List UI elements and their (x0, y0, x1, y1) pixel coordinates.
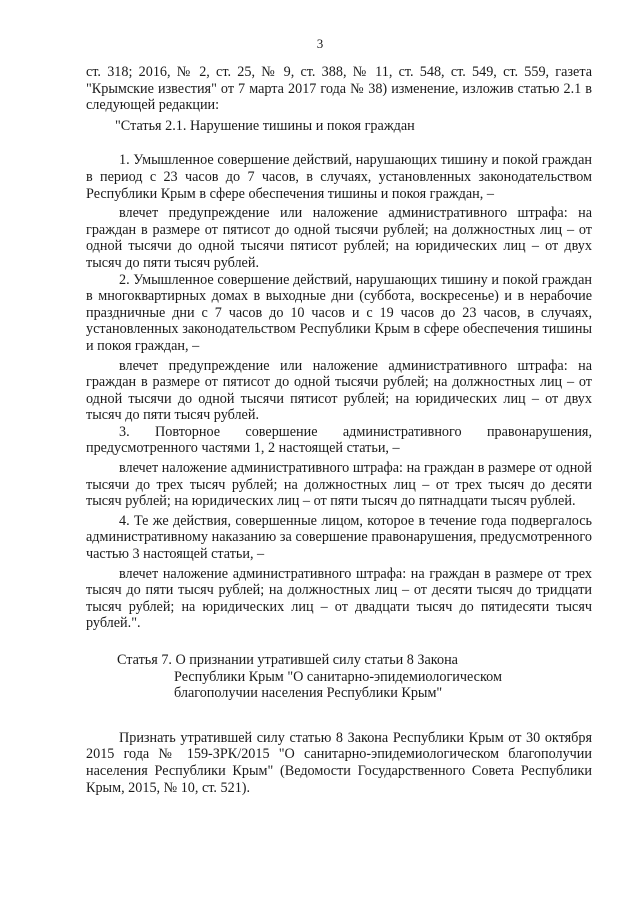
article-7-heading (86, 652, 592, 702)
final-paragraph: Признать утратившей силу статью 8 Закона Республики Крым от 30 октября 2015 года № 159-ЗРК/2015 "О санитарно-эпидемиологическом благополучии населения Республики Крым" (Ведомости Государственного Совета Республики Крым, 2015, № 10, ст. 521). (86, 729, 592, 796)
part-4-penalty: влечет наложение административного штрафа: на граждан в размере от трех тысяч до пяти тысяч рублей; на должностных лиц – от десяти тысяч до тридцати тысяч рублей; на юридических лиц – от двадцати тысяч до пятидесяти тысяч рублей.". (86, 565, 592, 632)
article-7-heading-line-3: благополучии населения Республики Крым" (174, 685, 443, 702)
article-2-1-title: "Статья 2.1. Нарушение тишины и покоя граждан (115, 117, 415, 134)
part-3-penalty: влечет наложение административного штрафа: на граждан в размере от одной тысячи до трех тысяч рублей; на должностных лиц – от трех тысяч до десяти тысяч рублей; на юридических лиц – от пяти тысяч до пятнадцати тысяч рублей. (86, 460, 592, 510)
intro-paragraph: ст. 318; 2016, № 2, ст. 25, № 9, ст. 388, № 11, ст. 548, ст. 549, ст. 559, газета "Крымские известия" от 7 марта 2017 года № 38) изменение, изложив статью 2.1 в следующей редакции: (86, 64, 592, 114)
part-2-penalty: влечет предупреждение или наложение административного штрафа: на граждан в размере от пятисот до одной тысячи рублей; на должностных лиц – от одной тысячи до одной тысячи пятисот рублей; на юридических лиц – от двух тысяч до пяти тысяч рублей. (86, 357, 592, 424)
article-7-heading-line-1: Статья 7. О признании утратившей силу статьи 8 Закона (117, 652, 458, 668)
part-1-text: 1. Умышленное совершение действий, нарушающих тишину и покой граждан в период с 23 часов до 7 часов, в случаях, установленных законодательством Республики Крым в сфере обеспечения тишины и покоя граждан, – (86, 152, 592, 202)
part-1-penalty: влечет предупреждение или наложение административного штрафа: на граждан в размере от пятисот до одной тысячи рублей; на должностных лиц – от одной тысячи до одной тысячи пятисот рублей; на юридических лиц – от двух тысяч до пяти тысяч рублей. (86, 205, 592, 271)
part-4-text: 4. Те же действия, совершенные лицом, которое в течение года подвергалось административному наказанию за совершение правонарушения, предусмотренного частью 3 настоящей статьи, – (86, 512, 592, 563)
part-3-text: 3. Повторное совершение административного правонарушения, предусмотренного частями 1, 2 настоящей статьи, – (86, 423, 592, 457)
article-7-heading-line-2: Республики Крым "О санитарно-эпидемиологическом (174, 668, 502, 685)
part-2-text: 2. Умышленное совершение действий, нарушающих тишину и покой граждан в многоквартирных домах в выходные дни (суббота, воскресенье) и в нерабочие праздничные дни с 7 часов до 10 часов и с 19 часов до 23 часов, в случаях, установленных законодательством Республики Крым в сфере обеспечения тишины и покоя граждан, – (86, 271, 592, 354)
page-number: 3 (316, 36, 324, 51)
document-body (86, 64, 592, 796)
